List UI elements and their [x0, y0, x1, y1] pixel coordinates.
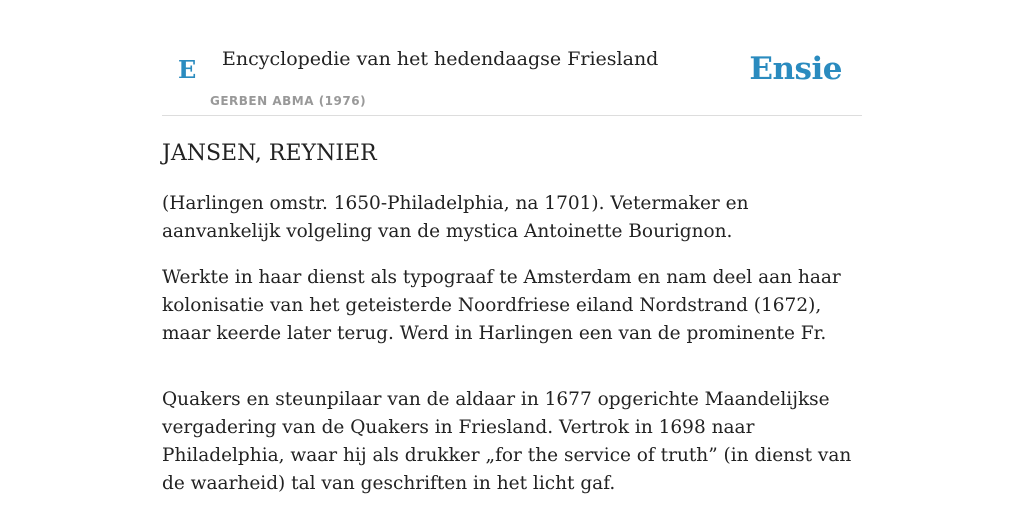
book-author: GERBEN ABMA (1976): [210, 94, 367, 108]
book-logo-icon[interactable]: E: [178, 55, 197, 84]
entry-title: JANSEN, REYNIER: [162, 141, 377, 166]
article-paragraph: (Harlingen omstr. 1650-Philadelphia, na 1701). Vetermaker en aanvankelijk volgeling van de mystica Antoinette Bourignon.: [162, 193, 749, 242]
ensie-logo-link[interactable]: Ensie: [749, 51, 842, 87]
book-title-link[interactable]: Encyclopedie van het hedendaagse Friesland: [222, 48, 659, 70]
article-paragraph: Werkte in haar dienst als typograaf te Amsterdam en nam deel aan haar kolonisatie van het geteisterde Noordfriese eiland Nordstrand (1672), maar keerde later terug. Werd in Harlingen een van de prominente Fr.: [162, 267, 841, 344]
article-paragraph: Quakers en steunpilaar van de aldaar in 1677 opgerichte Maandelijkse vergadering van de Quakers in Friesland. Vertrok in 1698 naar Philadelphia, waar hij als drukker „for the service of truth” (in dienst van de waarheid) tal van geschriften in het licht gaf.: [162, 389, 852, 494]
book-header: [162, 30, 862, 116]
article: [162, 138, 872, 512]
